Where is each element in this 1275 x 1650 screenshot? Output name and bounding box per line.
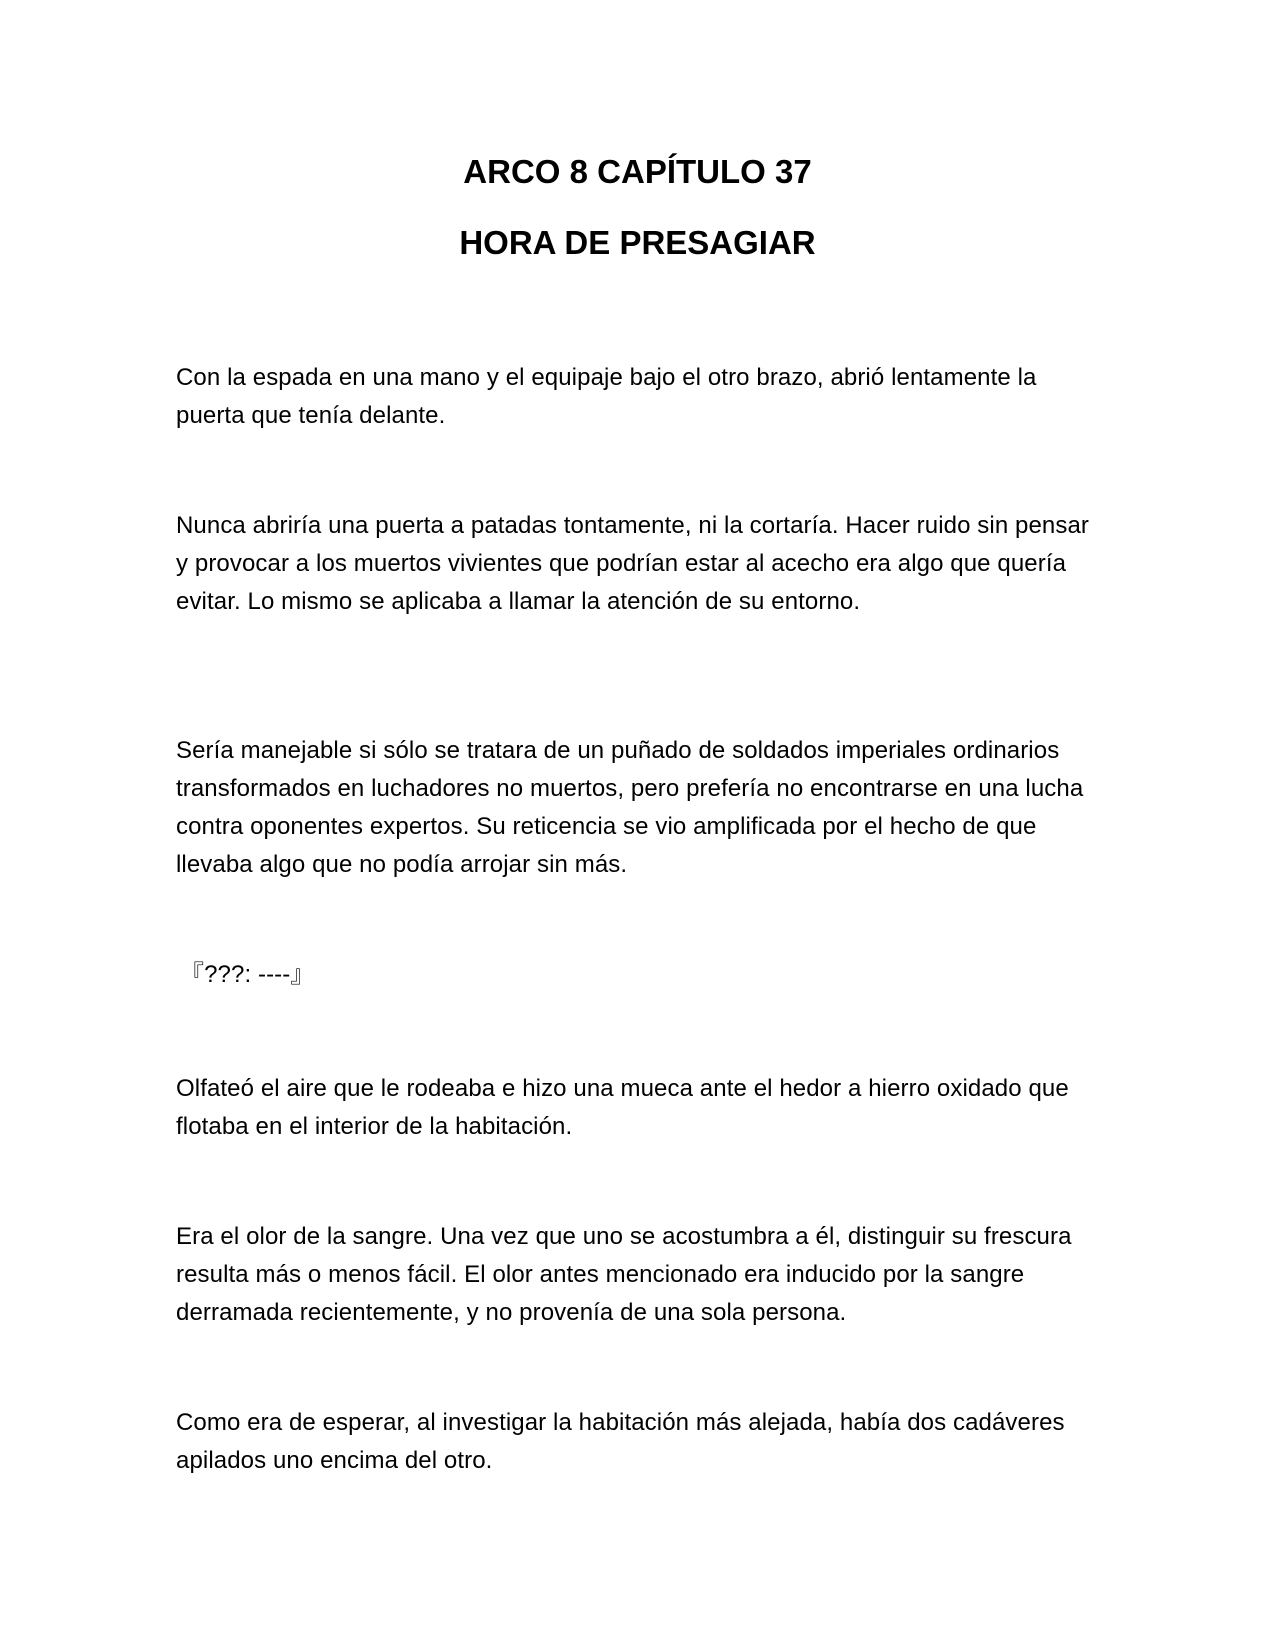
dialogue-line: 『???: ----』 (180, 961, 315, 988)
paragraph-1: Con la espada en una mano y el equipaje bajo el otro brazo, abrió lentamente la puerta que tenía delante. (176, 364, 1037, 429)
chapter-subtitle: HORA DE PRESAGIAR (459, 224, 816, 261)
paragraph-7: Como era de esperar, al investigar la habitación más alejada, había dos cadáveres apilados uno encima del otro. (176, 1409, 1065, 1474)
paragraph-2: Nunca abriría una puerta a patadas tontamente, ni la cortaría. Hacer ruido sin pensar y provocar a los muertos vivientes que podrían estar al acecho era algo que quería evitar. Lo mismo se aplicaba a llamar la atención de su entorno. (176, 512, 1090, 615)
chapter-title: ARCO 8 CAPÍTULO 37 (463, 153, 812, 190)
paragraph-3: Sería manejable si sólo se tratara de un puñado de soldados imperiales ordinarios transformados en luchadores no muertos, pero prefería no encontrarse en una lucha contra oponentes expertos. Su reticencia se vio amplificada por el hecho de que llevaba algo que no podía arrojar sin más. (176, 737, 1084, 878)
paragraph-6: Era el olor de la sangre. Una vez que uno se acostumbra a él, distinguir su frescura resulta más o menos fácil. El olor antes mencionado era inducido por la sangre derramada recientemente, y no provenía de una sola persona. (176, 1223, 1072, 1326)
paragraph-5: Olfateó el aire que le rodeaba e hizo una mueca ante el hedor a hierro oxidado que flotaba en el interior de la habitación. (176, 1075, 1069, 1140)
